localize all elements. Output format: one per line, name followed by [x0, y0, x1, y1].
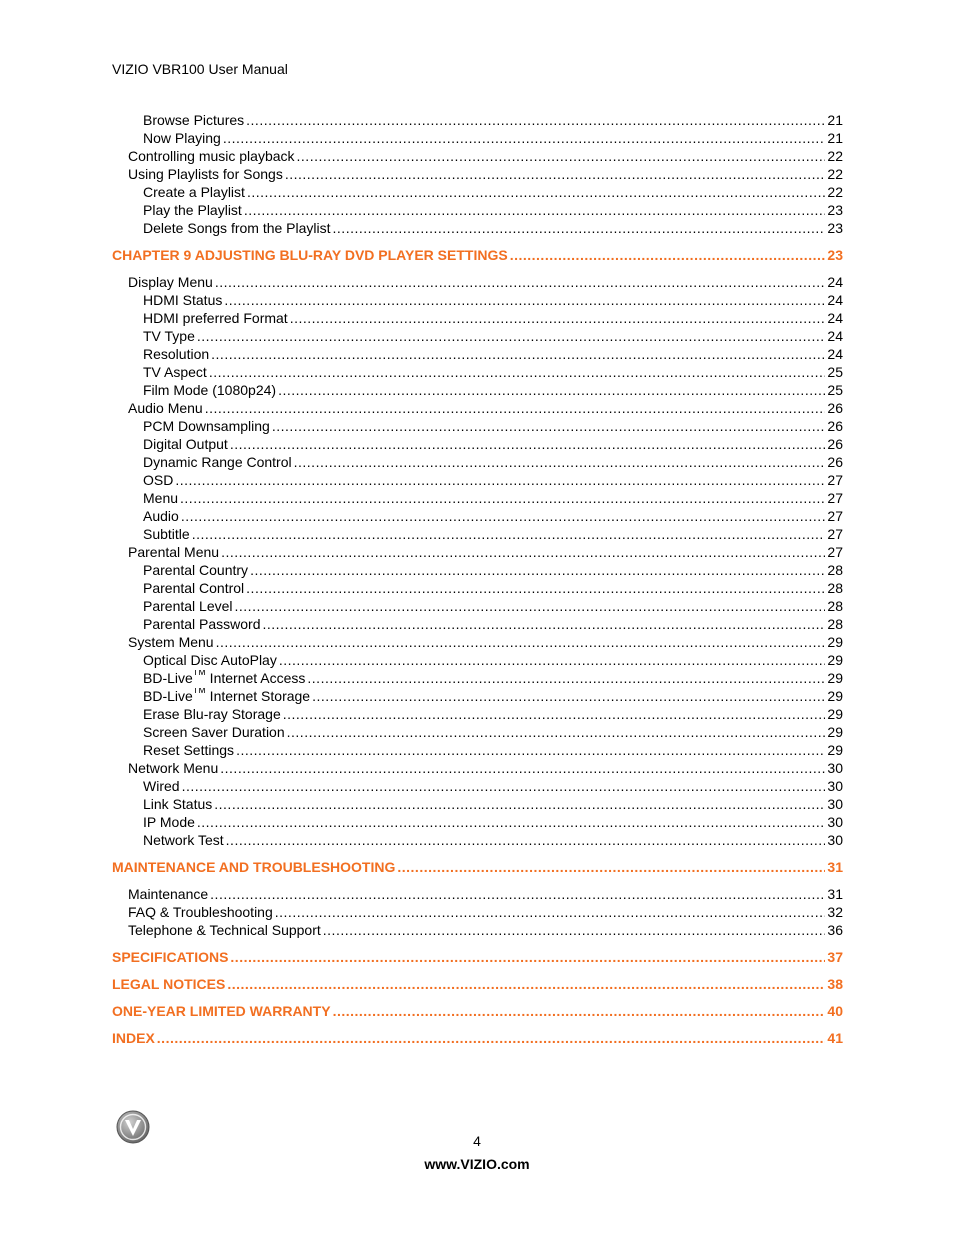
toc-entry-label: Resolution: [143, 346, 210, 362]
toc-chapter-row[interactable]: [112, 247, 843, 265]
toc-leader-dots: [397, 859, 825, 875]
toc-leader-dots: [278, 382, 825, 398]
toc-entry-row[interactable]: [143, 598, 843, 616]
toc-leader-dots: [223, 130, 826, 146]
toc-entry-label: Film Mode (1080p24): [143, 382, 277, 398]
toc-chapter-row[interactable]: [112, 1003, 843, 1021]
toc-leader-dots: [220, 760, 825, 776]
toc-entry-row[interactable]: [143, 688, 843, 706]
toc-entry-row[interactable]: [143, 616, 843, 634]
toc-entry-row[interactable]: [128, 760, 843, 778]
toc-entry-label: SPECIFICATIONS: [112, 949, 229, 965]
toc-page-number: 32: [827, 904, 843, 920]
toc-page-number: 29: [827, 652, 843, 668]
toc-page-number: 28: [827, 562, 843, 578]
toc-entry-row[interactable]: [143, 202, 843, 220]
toc-entry-label: Link Status: [143, 796, 213, 812]
toc-entry-row[interactable]: [143, 184, 843, 202]
toc-page-number: 24: [827, 328, 843, 344]
toc-entry-row[interactable]: [143, 832, 843, 850]
toc-leader-dots: [323, 922, 826, 938]
toc-entry-label: Create a Playlist: [143, 184, 245, 200]
toc-entry-label: Audio: [143, 508, 179, 524]
toc-entry-label: Delete Songs from the Playlist: [143, 220, 331, 236]
toc-leader-dots: [290, 310, 826, 326]
toc-page-number: 30: [827, 778, 843, 794]
toc-entry-label: Network Menu: [128, 760, 219, 776]
toc-leader-dots: [285, 166, 826, 182]
toc-leader-dots: [287, 724, 826, 740]
toc-chapter-row[interactable]: [112, 949, 843, 967]
toc-chapter-row[interactable]: [112, 976, 843, 994]
toc-page-number: 26: [827, 436, 843, 452]
toc-entry-row[interactable]: [143, 454, 843, 472]
toc-entry-row[interactable]: [143, 562, 843, 580]
toc-page-number: 29: [827, 724, 843, 740]
toc-leader-dots: [215, 274, 826, 290]
toc-entry-label: PCM Downsampling: [143, 418, 270, 434]
toc-page-number: 27: [827, 526, 843, 542]
toc-page-number: 25: [827, 382, 843, 398]
toc-entry-label: BD-Live™ Internet Storage: [143, 688, 312, 704]
toc-page-number: 27: [827, 472, 843, 488]
toc-entry-label: Subtitle: [143, 526, 190, 542]
page-number: 4: [473, 1133, 481, 1149]
toc-entry-row[interactable]: [128, 148, 843, 166]
toc-entry-label: Browse Pictures: [143, 112, 245, 128]
toc-leader-dots: [214, 796, 825, 812]
toc-page-number: 28: [827, 616, 843, 632]
trademark-superscript: TM: [192, 688, 206, 696]
toc-leader-dots: [181, 508, 826, 524]
toc-page-number: 26: [827, 454, 843, 470]
toc-entry-row[interactable]: [143, 778, 843, 796]
toc-entry-row[interactable]: [128, 634, 843, 652]
toc-leader-dots: [272, 418, 826, 434]
toc-page-number: 26: [827, 418, 843, 434]
toc-leader-dots: [294, 454, 826, 470]
toc-leader-dots: [246, 112, 825, 128]
toc-entry-row[interactable]: [128, 166, 843, 184]
toc-entry-row[interactable]: [143, 382, 843, 400]
toc-page-number: 22: [827, 184, 843, 200]
toc-entry-label: Digital Output: [143, 436, 228, 452]
toc-leader-dots: [279, 652, 826, 668]
toc-entry-label: BD-Live™ Internet Access: [143, 670, 307, 686]
toc-entry-label: Menu: [143, 490, 179, 506]
toc-page-number: 24: [827, 346, 843, 362]
toc-leader-dots: [227, 976, 825, 992]
toc-page-number: 29: [827, 688, 843, 704]
toc-entry-label: OSD: [143, 472, 174, 488]
toc-entry-label: Reset Settings: [143, 742, 235, 758]
toc-page-number: 29: [827, 634, 843, 650]
toc-entry-row[interactable]: [143, 652, 843, 670]
toc-leader-dots: [235, 598, 826, 614]
toc-page-number: 24: [827, 310, 843, 326]
toc-entry-label: TV Type: [143, 328, 195, 344]
toc-leader-dots: [333, 220, 826, 236]
toc-entry-label: INDEX: [112, 1030, 155, 1046]
toc-entry-row[interactable]: [143, 130, 843, 148]
toc-entry-row[interactable]: [128, 274, 843, 292]
toc-entry-row[interactable]: [143, 346, 843, 364]
toc-entry-row[interactable]: [128, 400, 843, 418]
toc-page-number: 30: [827, 760, 843, 776]
toc-entry-label: ONE-YEAR LIMITED WARRANTY: [112, 1003, 331, 1019]
toc-leader-dots: [247, 184, 825, 200]
toc-entry-label: Parental Password: [143, 616, 261, 632]
toc-entry-label: IP Mode: [143, 814, 195, 830]
toc-entry-label: FAQ & Troubleshooting: [128, 904, 273, 920]
toc-entry-row[interactable]: [143, 796, 843, 814]
toc-entry-row[interactable]: [128, 922, 843, 940]
toc-entry-row[interactable]: [143, 490, 843, 508]
toc-entry-row[interactable]: [143, 310, 843, 328]
toc-leader-dots: [197, 814, 826, 830]
toc-leader-dots: [230, 436, 826, 452]
toc-leader-dots: [297, 148, 826, 164]
toc-leader-dots: [246, 580, 825, 596]
toc-entry-row[interactable]: [143, 364, 843, 382]
toc-entry-row[interactable]: [143, 742, 843, 760]
toc-entry-label: Optical Disc AutoPlay: [143, 652, 277, 668]
toc-entry-row[interactable]: [143, 220, 843, 238]
toc-entry-row[interactable]: [143, 292, 843, 310]
toc-page-number: 41: [827, 1030, 843, 1046]
toc-page-number: 30: [827, 832, 843, 848]
toc-entry-label: TV Aspect: [143, 364, 207, 380]
toc-leader-dots: [224, 292, 825, 308]
toc-page-number: 25: [827, 364, 843, 380]
toc-entry-row[interactable]: [143, 436, 843, 454]
toc-page-number: 21: [827, 130, 843, 146]
toc-page-number: 36: [827, 922, 843, 938]
toc-entry-row[interactable]: [143, 112, 843, 130]
toc-leader-dots: [244, 202, 826, 218]
toc-entry-label: Screen Saver Duration: [143, 724, 285, 740]
toc-entry-row[interactable]: [128, 886, 843, 904]
toc-entry-label: Play the Playlist: [143, 202, 242, 218]
toc-entry-label: Display Menu: [128, 274, 213, 290]
toc-entry-row[interactable]: [143, 526, 843, 544]
toc-chapter-row[interactable]: [112, 1030, 843, 1048]
page-header-title: VIZIO VBR100 User Manual: [112, 61, 288, 77]
toc-leader-dots: [307, 670, 825, 686]
toc-leader-dots: [175, 472, 825, 488]
toc-leader-dots: [209, 364, 826, 380]
toc-entry-label: Parental Country: [143, 562, 249, 578]
toc-page-number: 29: [827, 670, 843, 686]
toc-entry-label: Parental Control: [143, 580, 245, 596]
toc-entry-row[interactable]: [143, 814, 843, 832]
toc-page-number: 24: [827, 274, 843, 290]
footer-url: www.VIZIO.com: [424, 1156, 530, 1172]
toc-entry-label: Parental Level: [143, 598, 233, 614]
toc-entry-row[interactable]: [143, 580, 843, 598]
toc-page-number: 23: [827, 247, 843, 263]
toc-entry-row[interactable]: [128, 904, 843, 922]
toc-entry-row[interactable]: [143, 418, 843, 436]
toc-entry-label: System Menu: [128, 634, 214, 650]
toc-leader-dots: [312, 688, 825, 704]
toc-leader-dots: [230, 949, 825, 965]
toc-leader-dots: [197, 328, 826, 344]
toc-leader-dots: [210, 886, 825, 902]
toc-entry-label: CHAPTER 9 ADJUSTING BLU-RAY DVD PLAYER SETTINGS: [112, 247, 508, 263]
toc-entry-label: Erase Blu-ray Storage: [143, 706, 281, 722]
toc-page-number: 29: [827, 742, 843, 758]
toc-page-number: 27: [827, 508, 843, 524]
toc-entry-label: Now Playing: [143, 130, 221, 146]
toc-leader-dots: [221, 544, 825, 560]
toc-page-number: 37: [827, 949, 843, 965]
toc-leader-dots: [211, 346, 825, 362]
toc-page-number: 29: [827, 706, 843, 722]
toc-entry-row[interactable]: [143, 508, 843, 526]
toc-entry-label: HDMI Status: [143, 292, 223, 308]
toc-entry-row[interactable]: [128, 544, 843, 562]
toc-page-number: 22: [827, 148, 843, 164]
toc-leader-dots: [182, 778, 826, 794]
toc-leader-dots: [236, 742, 825, 758]
toc-entry-label: Maintenance: [128, 886, 209, 902]
toc-entry-label: Wired: [143, 778, 180, 794]
toc-entry-row[interactable]: [143, 328, 843, 346]
toc-page-number: 27: [827, 544, 843, 560]
toc-page-number: 30: [827, 796, 843, 812]
toc-leader-dots: [226, 832, 826, 848]
toc-entry-row[interactable]: [143, 706, 843, 724]
toc-leader-dots: [510, 247, 826, 263]
toc-page-number: 23: [827, 220, 843, 236]
toc-entry-label: Telephone & Technical Support: [128, 922, 321, 938]
toc-leader-dots: [180, 490, 825, 506]
toc-leader-dots: [157, 1030, 826, 1046]
toc-entry-row[interactable]: [143, 724, 843, 742]
toc-leader-dots: [263, 616, 826, 632]
toc-entry-label: Network Test: [143, 832, 224, 848]
toc-entry-label: Dynamic Range Control: [143, 454, 292, 470]
toc-entry-label: LEGAL NOTICES: [112, 976, 226, 992]
toc-entry-row[interactable]: [143, 472, 843, 490]
toc-entry-label: MAINTENANCE AND TROUBLESHOOTING: [112, 859, 396, 875]
toc-page-number: 21: [827, 112, 843, 128]
toc-entry-label: HDMI preferred Format: [143, 310, 288, 326]
toc-entry-label: Audio Menu: [128, 400, 203, 416]
toc-page-number: 28: [827, 580, 843, 596]
toc-leader-dots: [205, 400, 826, 416]
toc-leader-dots: [283, 706, 826, 722]
toc-page-number: 22: [827, 166, 843, 182]
toc-entry-row[interactable]: [143, 670, 843, 688]
toc-entry-label: Parental Menu: [128, 544, 220, 560]
toc-page-number: 24: [827, 292, 843, 308]
trademark-superscript: TM: [192, 670, 206, 678]
toc-page-number: 31: [827, 886, 843, 902]
toc-entry-label: Controlling music playback: [128, 148, 295, 164]
toc-leader-dots: [333, 1003, 826, 1019]
toc-page-number: 27: [827, 490, 843, 506]
toc-page-number: 28: [827, 598, 843, 614]
toc-leader-dots: [250, 562, 825, 578]
toc-page-number: 26: [827, 400, 843, 416]
toc-chapter-row[interactable]: [112, 859, 843, 877]
toc-entry-label: Using Playlists for Songs: [128, 166, 283, 182]
toc-page-number: 40: [827, 1003, 843, 1019]
toc-leader-dots: [275, 904, 826, 920]
toc-page-number: 23: [827, 202, 843, 218]
toc-page-number: 30: [827, 814, 843, 830]
toc-page-number: 38: [827, 976, 843, 992]
toc-leader-dots: [216, 634, 826, 650]
toc-page-number: 31: [827, 859, 843, 875]
toc-leader-dots: [192, 526, 826, 542]
